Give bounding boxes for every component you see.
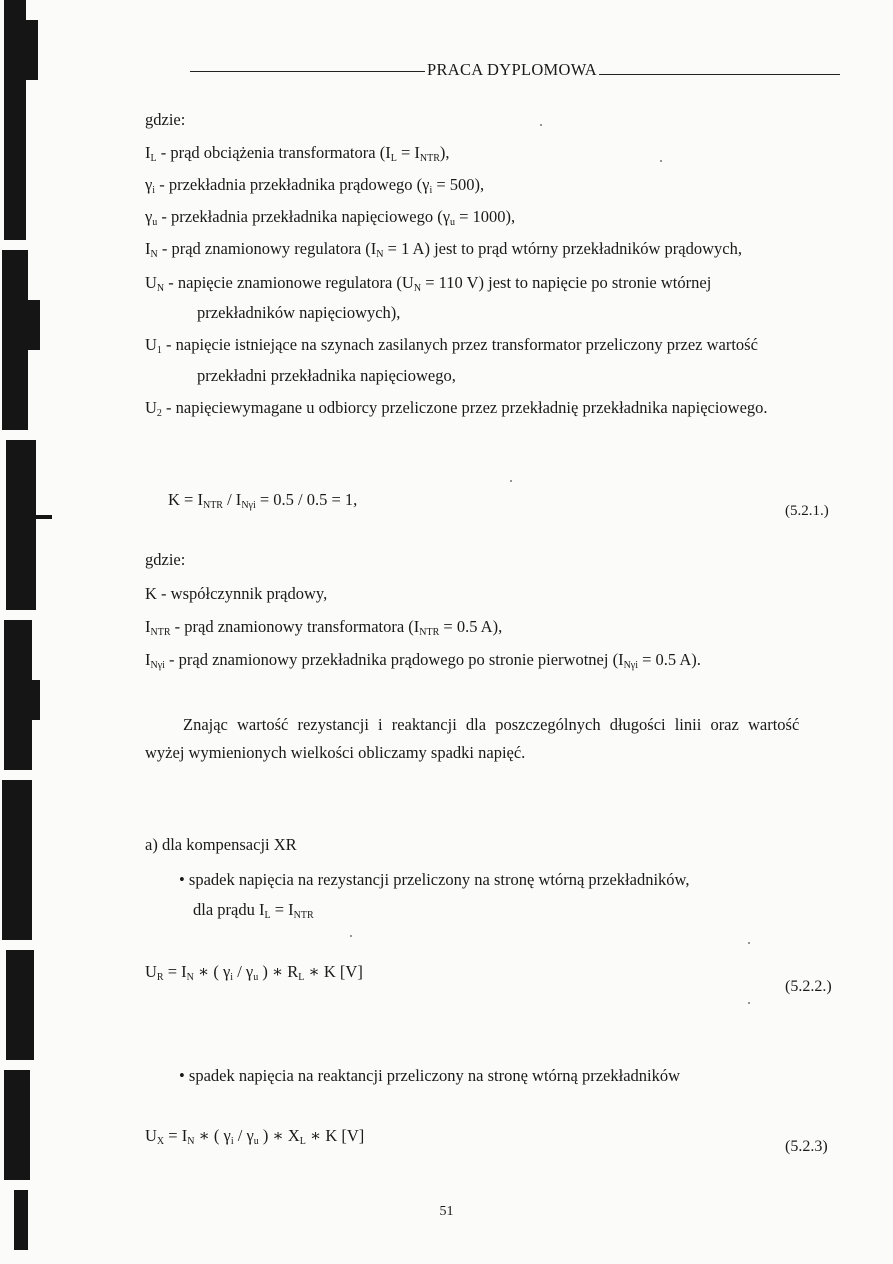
equation-k: $K = I_{NTR} / I_{N\gamma i} = 0.5 / 0.5 = 1$, <box>168 490 358 511</box>
def-intr: $I_{NTR}$ - prąd znamionowy transformatora ($I_{NTR} = 0.5$ A), <box>145 617 503 638</box>
scan-speck <box>510 480 512 482</box>
gdzie-label: gdzie: <box>145 110 186 129</box>
scan-speck <box>748 942 750 944</box>
equation-number: (5.2.1.) <box>785 503 829 519</box>
def-gamma-u: $\gamma_u$ - przekładnia przekładnika napięciowego $(\gamma_u = 1000)$, <box>145 207 516 228</box>
equation-ux: $U_X = I_N$ ∗ ( $\gamma_i / \gamma_u$ ) ∗ $X_L$ ∗ K [V] <box>145 1126 365 1147</box>
scan-speck <box>540 124 542 126</box>
bullet-resistance: • spadek napięcia na rezystancji przeliczony na stronę wtórną przekładników, <box>179 870 690 889</box>
def-in: $I_N$ - prąd znamionowy regulatora ($I_N = 1$ A) jest to prąd wtórny przekładników prądowych, <box>145 239 742 260</box>
def-k: K - współczynnik prądowy, <box>145 584 328 603</box>
def-un-cont: przekładników napięciowych), <box>197 303 401 322</box>
bullet-reactance: • spadek napięcia na reaktancji przeliczony na stronę wtórną przekładników <box>179 1066 681 1085</box>
section-a-title: a) dla kompensacji XR <box>145 835 297 854</box>
bullet-resistance-cont: dla prądu $I_L = I_{NTR}$ <box>193 900 314 921</box>
def-un: $U_N$ - napięcie znamionowe regulatora ($U_N = 110$ V) jest to napięcie po stronie wtórnej <box>145 273 712 294</box>
def-u1: $U_1$ - napięcie istniejące na szynach zasilanych przez transformator przeliczony przez wartość <box>145 335 758 356</box>
scan-speck <box>748 1002 750 1004</box>
page-header <box>190 60 840 82</box>
header-title: PRACA DYPLOMOWA <box>427 60 597 79</box>
equation-ur: $U_R = I_N$ ∗ ( $\gamma_i / \gamma_u$ ) ∗ $R_L$ ∗ K [V] <box>145 962 363 983</box>
def-u2: $U_2$ - napięciewymagane u odbiorcy przeliczone przez przekładnię przekładnika napięciowego. <box>145 398 768 419</box>
def-ingi: $I_{N\gamma i}$ - prąd znamionowy przekładnika prądowego po stronie pierwotnej ($I_{N\gamma i} = 0.5$ A). <box>145 650 701 671</box>
equation-number-3: (5.2.3) <box>785 1138 828 1155</box>
page-number: 51 <box>439 1204 454 1219</box>
scan-edge-artifact <box>0 0 62 1264</box>
equation-number-2: (5.2.2.) <box>785 978 832 995</box>
paragraph-line-2: wyżej wymienionych wielkości obliczamy spadki napięć. <box>145 743 526 762</box>
paragraph-line-1: Znając wartość rezystancji i reaktancji dla poszczególnych długości linii oraz wartość <box>183 715 800 734</box>
scan-speck <box>350 935 352 937</box>
def-u1-cont: przekładni przekładnika napięciowego, <box>197 366 456 385</box>
scan-speck <box>660 160 662 162</box>
gdzie-label-2: gdzie: <box>145 550 186 569</box>
def-gamma-i: $\gamma_i$ - przekładnia przekładnika prądowego $(\gamma_i = 500)$, <box>145 175 485 196</box>
def-il: $I_L$ - prąd obciążenia transformatora $(I_L = I_{NTR})$, <box>145 143 450 164</box>
